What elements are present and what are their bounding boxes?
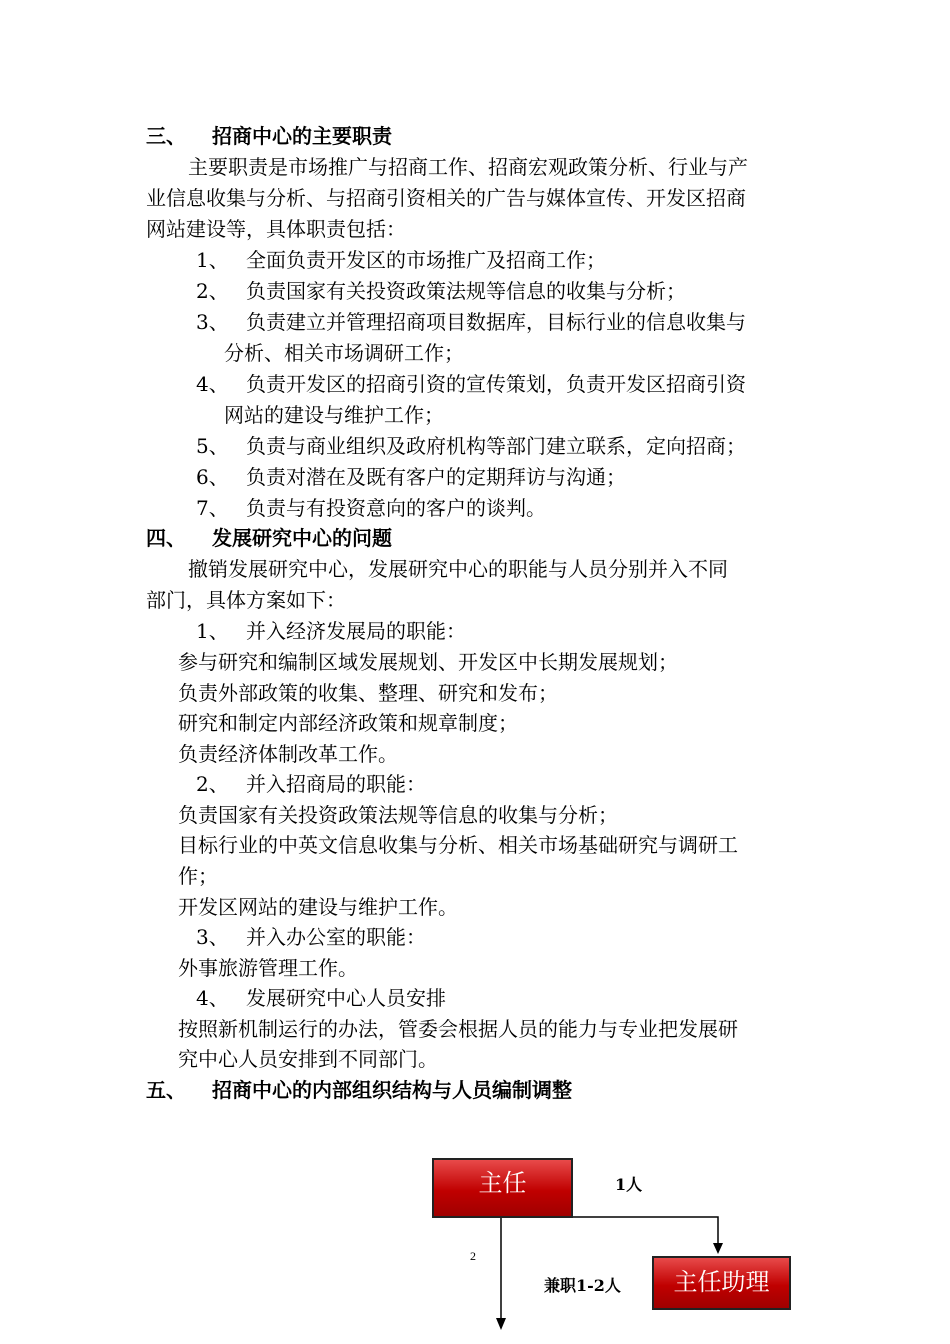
list-item-number: 2、: [196, 279, 229, 303]
arrow-head-assistant: [713, 1243, 723, 1254]
sub-heading-number: 3、: [196, 925, 229, 949]
list-item-number: 5、: [196, 434, 229, 458]
paragraph-line: 究中心人员安排到不同部门。: [178, 1047, 438, 1071]
paragraph-line: 负责国家有关投资政策法规等信息的收集与分析；: [178, 803, 618, 827]
sub-heading-text: 发展研究中心人员安排: [246, 986, 446, 1010]
section-3-intro-line: 网站建设等，具体职责包括：: [146, 217, 406, 241]
list-item-text: 负责建立并管理招商项目数据库，目标行业的信息收集与: [246, 310, 746, 334]
assistant-box: 主任助理: [652, 1256, 791, 1310]
list-item-continuation: 分析、相关市场调研工作；: [224, 341, 464, 365]
sub-heading-number: 2、: [196, 772, 229, 796]
paragraph-line: 参与研究和编制区域发展规划、开发区中长期发展规划；: [178, 650, 678, 674]
section-4-intro-line: 撤销发展研究中心，发展研究中心的职能与人员分别并入不同: [188, 557, 728, 581]
section-5-title: 招商中心的内部组织结构与人员编制调整: [212, 1078, 572, 1102]
list-item-text: 负责与有投资意向的客户的谈判。: [246, 496, 546, 520]
sub-heading-text: 并入招商局的职能：: [246, 772, 426, 796]
section-4-number: 四、: [146, 526, 186, 550]
section-4-intro-line: 部门，具体方案如下：: [146, 588, 346, 612]
list-item-continuation: 网站的建设与维护工作；: [224, 403, 444, 427]
assistant-count-label: 兼职1-2人: [544, 1276, 621, 1295]
sub-heading-number: 4、: [196, 986, 229, 1010]
list-item-number: 1、: [196, 248, 229, 272]
list-item-text: 负责开发区的招商引资的宣传策划，负责开发区招商引资: [246, 372, 746, 396]
director-count-label: 1人: [615, 1175, 643, 1194]
arrow-head-down: [496, 1318, 506, 1330]
sub-heading-number: 1、: [196, 619, 229, 643]
paragraph-line: 目标行业的中英文信息收集与分析、相关市场基础研究与调研工: [178, 833, 738, 857]
section-3-intro-line: 主要职责是市场推广与招商工作、招商宏观政策分析、行业与产: [188, 155, 748, 179]
list-item-number: 3、: [196, 310, 229, 334]
sub-heading-text: 并入办公室的职能：: [246, 925, 426, 949]
list-item-number: 6、: [196, 465, 229, 489]
section-5-number: 五、: [146, 1078, 186, 1102]
connector-director-to-assistant: [501, 1217, 718, 1246]
list-item-number: 4、: [196, 372, 229, 396]
list-item-text: 负责对潜在及既有客户的定期拜访与沟通；: [246, 465, 626, 489]
paragraph-line: 研究和制定内部经济政策和规章制度；: [178, 711, 518, 735]
list-item-number: 7、: [196, 496, 229, 520]
paragraph-line: 负责外部政策的收集、整理、研究和发布；: [178, 681, 558, 705]
paragraph-line: 外事旅游管理工作。: [178, 956, 358, 980]
director-box: 主任: [432, 1158, 573, 1218]
list-item-text: 全面负责开发区的市场推广及招商工作；: [246, 248, 606, 272]
paragraph-line: 作；: [178, 864, 218, 888]
paragraph-line: 按照新机制运行的办法，管委会根据人员的能力与专业把发展研: [178, 1017, 738, 1041]
section-3-title: 招商中心的主要职责: [212, 124, 392, 148]
section-4-title: 发展研究中心的问题: [212, 526, 392, 550]
sub-heading-text: 并入经济发展局的职能：: [246, 619, 466, 643]
paragraph-line: 负责经济体制改革工作。: [178, 742, 398, 766]
page-number: 2: [470, 1249, 476, 1263]
section-3-number: 三、: [146, 124, 186, 148]
paragraph-line: 开发区网站的建设与维护工作。: [178, 895, 458, 919]
section-3-intro-line: 业信息收集与分析、与招商引资相关的广告与媒体宣传、开发区招商: [146, 186, 746, 210]
list-item-text: 负责与商业组织及政府机构等部门建立联系，定向招商；: [246, 434, 746, 458]
list-item-text: 负责国家有关投资政策法规等信息的收集与分析；: [246, 279, 686, 303]
